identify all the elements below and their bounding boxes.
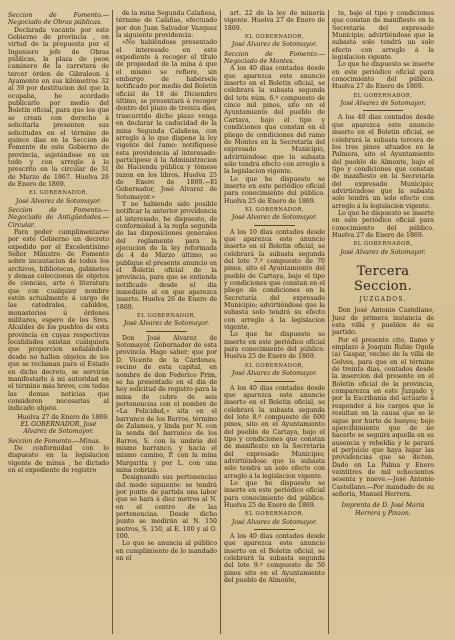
paragraph: Lo que he dispuesto se inserte en este periódico oficial para conocimiento del público. Huelva 27 de Enero de 1869. xyxy=(332,209,434,239)
paragraph: Lo que he dispuesto se inserte en este periódico oficial para conocimiento del público. Huelva 25 de Enero de 1869. xyxy=(224,479,325,509)
governor-label: EL GOBERNADOR, xyxy=(136,313,197,320)
section-title: Tercera Seccion. xyxy=(353,264,413,294)
governor-label: EL GOBERNADOR, xyxy=(244,362,305,369)
paragraph: Designando sus pertenencias del modo siguiente: se tendrá por punto de partida una labor que se hará á diez metros al N. en el centro de las pertenencias. Desde dicho punto se medirán al N. 150 metros, S. 150, al E. 100 y al O. 100. xyxy=(116,474,217,541)
notice-heading: Seccion de Fomento.—Negociado de Montes. xyxy=(224,50,325,66)
section-subtitle: JUZGADOS. xyxy=(359,296,407,303)
signature: José Alvarez de Sotomayor. xyxy=(340,100,426,108)
governor-label: EL GOBERNADOR, xyxy=(244,206,305,213)
signature: José Alvarez de Sotomayor. xyxy=(231,370,318,378)
signature: José Alvarez de Sotomayor. xyxy=(123,320,210,328)
paragraph: Para poder cumplimentarse por este Gobierno un decreto expedido por el Excelentísimo Señor Ministro de Fomento sobre incautacion de todos los archivos, bibliotecas, gabinetes y demas colecciones de objetos de ciencias, arte ó literatura que con cualquier nombre estén actualmente á cargo de las catedrales, cabildos, monasterios ú órdenes militares, espero de los Sres. Alcaldes de los pueblos de esta provincia en cuyas respectivas localidades existan cualquiera que proporcion señalándole desde no hallen objetos de los que se reclaman para el Estado en dicho decreto, se servirán manifestarlo á mi autoridad en el término más breve, con todas las demas noticias que consideren necesarias al indicado objeto. xyxy=(8,228,109,413)
governor-label: EL GOBERNADOR, xyxy=(244,34,305,41)
paragraph: te, bajo el tipo y condiciones que constan de manifiesto en la Secretaría del expresado Municipio; advirtiéndose que la subasta solo tendrá un solo efecto con arreglo á la legislacion vigente. xyxy=(332,10,434,62)
paragraph: «No habiéndose presentado el interesado en este expediente á recoger el título de propiedad de la mina á que el mismo se refiere, sin embargo de habérsele notificado por medio del Boletin oficial de 18 de Diciembre último, se presentará á recoger dentro del plazo de treinta dias, trascurrido dicho plazo venga en declarar la caducidad de la mina Segunda Calañesa, con arreglo á lo que dispone la ley vigente del ramo: notifíquese esta providencia al interesado: participese á la Administracion de Hacienda pública y tómese razon en los libros. Huelva 25 de Enero de 1869.—El Gobernador, José Alvarez de Sotomayor.» xyxy=(116,39,217,201)
signature: José Alvarez de Sotomayor. xyxy=(340,248,426,256)
paragraph: A los 40 dias contados desde que aparezca este anuncio inserto en el Boletin oficial, se celebrará la subasta segunda del lote 8.º compuesto de 600 pinos, sito en el Ayuntamiento del pueblo de Cartaya, bajo el tipo y condiciones que constan de manifiesto en la Secretaría del expresado Municipio; advirtiéndose que la subasta sólo tendrá un solo efecto con arreglo á la legislacion vigente. xyxy=(224,384,325,480)
paragraph: art. 22 de la ley de minería vigente. Huelva 27 de Enero de 1869. xyxy=(224,10,325,32)
column-1 xyxy=(5,10,113,634)
paragraph: Lo que he dispuesto se inserte en este periódico oficial para conocimiento del público. Huelva 25 de Enero de 1869. xyxy=(224,331,325,361)
notice-date: Huelva 27 de Enero de 1869. xyxy=(17,413,109,421)
paragraph: Por el presente cito, llamo y emplazo á Joaquin Rubio Ogola (a) Gaspar, vecino de la villa de Gelves, para que en el término de treinta dias, contados desde la insercion del presente en el Boletin oficial de la provincia, comparezca en este Juzgado y por la Escribanía del actuario á responder á los cargos que le resultan en la causa que se le sigue por hurto de bueyes; bajo apercibimiento que de no hacerlo se seguirá aquella en su ausencia y rebeldía y le parará el perjuicio que haya lugar las providencias que se dicten. Dado en La Palma y Enero veintitres de mil ochocientos sesenta y nueve.—José Antonio Castellano.—Por mandado de su señoría, Manuel Herrera. xyxy=(332,336,434,498)
notice-heading: Seccion de Fomento.—Minas. xyxy=(8,437,101,445)
paragraph: Lo que he dispuesto se inserte en este periódico oficial para conocimiento del público. Huelva 27 de Enero de 1869. xyxy=(332,61,434,91)
signature: José Alvarez de Sotomayor. xyxy=(231,41,318,49)
paragraph: De conformidad con lo dispuesto en la legislacion vigente de minas , he dictado en el expediente de registro xyxy=(8,444,109,474)
paragraph: de la mina Segunda Calañesa, término de Calañas, efectuado por don Juan Salvador Vazquez la siguiente providencia. xyxy=(116,10,217,40)
separator-rule xyxy=(363,110,404,111)
signature: José Alvarez de Sotomayor. xyxy=(231,518,318,526)
paragraph: Don José Antonio Castellano, Juez de primera instancia de esta villa y pueblos de su partido. xyxy=(332,307,434,337)
signature: EL GOBERNADOR, José Alvarez de Sotomayor. xyxy=(20,420,97,436)
column-4 xyxy=(329,10,437,634)
signature: José Alvarez de Sotomayor. xyxy=(231,214,318,222)
signature: José Alvarez de Sotomayor. xyxy=(15,197,102,205)
paragraph: A los 40 dias contados desde que aparezca este anuncio inserto en el Boletin oficial, se celebrará la subasta segunda del tote núm. 6.º compuesto de cinco mil pinos, sito en el Ayuntamiento del pueblo de Cartaya, bajo el tipo y condiciones que constan en el pliego de condiciones del ramo de Montes en la Secretaría del expresado Municipio, advirtiéndose que la subasta sólo tendrá efecto con arreglo á la legislacion vigente. xyxy=(224,65,325,176)
paragraph: A los 40 dias contados desde que aparezca este anuncio inserto en el Boletin oficial, se celebrará la subasta tercera de los tres pinos situados en la Palmera, sito el Ayuntamiento del pueblo de Almonte, bajo el tipo y condiciones que constan de manifiesto en la Secretaría del expresado Municipio; advirtiéndose que la subasta solo tendrá un solo efecto con arreglo á la legislacion vigente. xyxy=(332,114,434,210)
separator-rule xyxy=(146,331,186,332)
paragraph: Lo que he dispuesto se inserte en este periódico oficial para conocimiento del público. Huelva 25 de Enero de 1869. xyxy=(224,175,325,205)
governor-label: EL GOBERNADOR, xyxy=(244,511,305,518)
notice-heading: Seccion de Fomento.—Negociado de Antigüedades.—Circular. xyxy=(8,206,109,229)
column-3 xyxy=(221,10,329,634)
separator-rule xyxy=(254,529,294,530)
separator-rule xyxy=(254,225,294,226)
column-2 xyxy=(113,10,221,634)
governor-label: EL GOBERNADOR, xyxy=(353,241,413,248)
paragraph: A los 10 dias contados desde que aparezca este anuncio inserto en el Boletin oficial, se celebrará la subasta segunda del lote 7.º compuesto de 70 pinos, sito el Ayuntamiento del pueblo de Cartaya, bajo el tipo y condiciones que constan en el pliego de condiciones en la Secretaría del expresado Municipio; advirtiéndose que la subasta solo tendrá su efecto con arreglo á la legislacion vigente. xyxy=(224,228,325,332)
paragraph: A los 40 dias contados desde que aparezca este anuncio inserto en el Boletin oficial, se celebrará la subasta segunda del lote 9.º compuesto de 50 pinos sito en el Ayuntamiento del pueblo de Almonte, xyxy=(224,533,325,585)
notice-heading: Seccion de Fomento.—Negociado de Obras públicas. xyxy=(8,12,109,27)
paragraph: Y no habiendo sido posible notificar la anterior providencia al interesado, he dispuesto, de conformidad á la regla segunda de las disposiciones generales del reglamento para la ejecucion de la ley reformada de 4 de Marzo último, se publique el presente anuncio en el Boletin oficial de la provincia, para que se entienda notificado desde el dia inmediato al en que aparezca inserto. Huelva 26 de Enero de 1869. xyxy=(116,200,217,311)
paragraph: Declarada vacante por este Gobierno de provincia , en virtud de la propuesta por el Ingeniero jefe de Obras públicas, la plaza de peon caminero de la carretera de tercer órden de Gibraleon á Ayamonte en sus kilómetros 32 al 39 por destitucion del que la ocupaba, he acordado publicarlo por medio del Boletin oficial, para que los que se crean con derecho á solicitarla presenten sus solicitudes en el término de quince dias en la Seccion de Fomento de este Gobierno de provincia, sujetándose en un todo y con arreglo á lo prescrito en la circular de 31 de Marzo de 1867. Huelva 26 de Enero de 1869. xyxy=(8,26,109,188)
paragraph: Don José Alvarez de Sotomayor, Gobernador de esta provincia. Hago saber: que por D. Vicente de la Cárdenas, vecino de esta capital, en nombre de don Federico Prim, se ha presentado en el dia de hoy solicitud de registro para la mina de cobre de seis pertenencias con el nombre de «La Felicidad,» sita en el barranco de los Barros, término de Zalamea, y linda por N. con la senda del barranco de los Barros, S. con la umbría del mismo barranco, y hacia el mismo camino, P. con la mina Margarita y por L. con una mina cobriza. xyxy=(116,334,217,474)
governor-label: EL GOBERNADOR, xyxy=(28,190,89,197)
separator-rule xyxy=(254,381,294,382)
paragraph: Lo que se anuncia al público en cumplimiento de lo mandado en el xyxy=(116,540,217,563)
governor-label: EL GOBERNADOR, xyxy=(353,92,413,99)
imprint: Imprenta de D. José María Herrera y Pinzon. xyxy=(341,502,425,517)
